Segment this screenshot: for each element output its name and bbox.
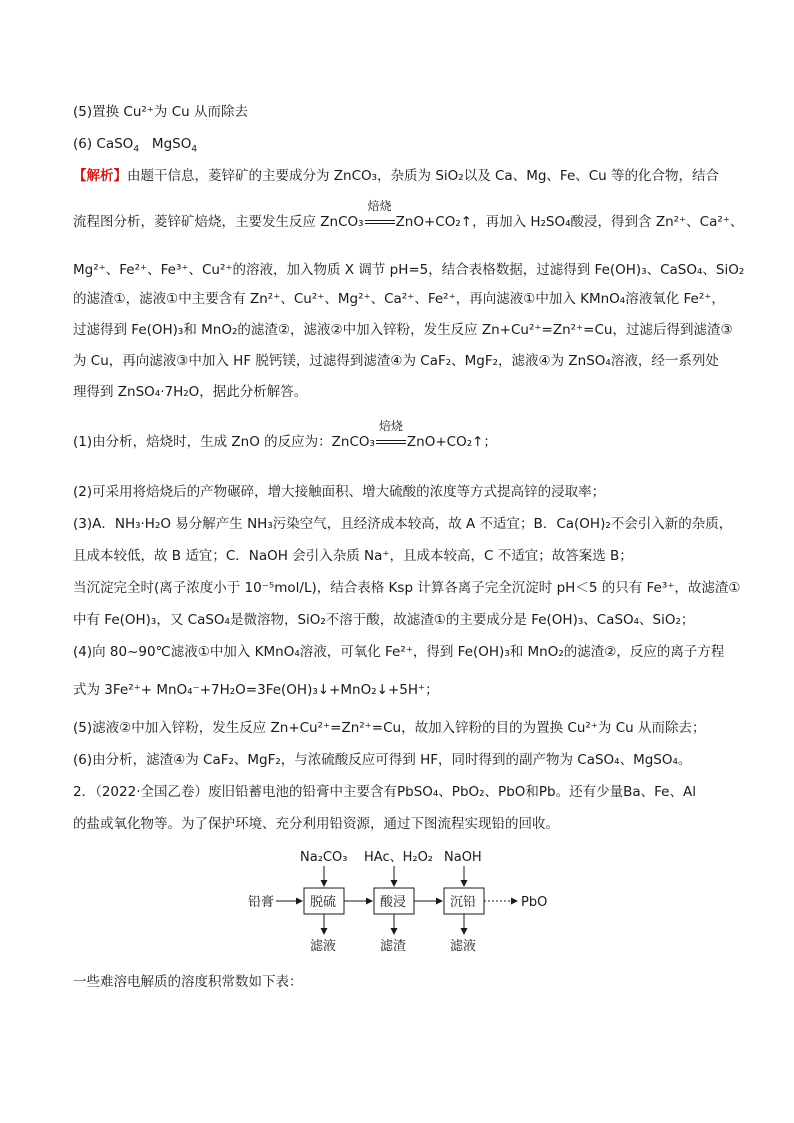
svg-text:酸浸: 酸浸 <box>380 895 407 910</box>
flow-output-1: 滤液 <box>310 939 337 954</box>
part-4: (4)向 80~90℃滤液①中加入 KMnO₄溶液，可氧化 Fe²⁺，得到 Fe(OH)₃和 MnO₂的滤渣②，反应的离子方程 <box>73 644 725 660</box>
roast-condition-2: 焙烧 <box>376 432 406 452</box>
analysis-line-2: 流程图分析，菱锌矿焙烧，主要发生反应 ZnCO₃ 焙烧 ZnO+CO₂↑，再加入 H₂SO₄酸浸，得到含 Zn²⁺、Ca²⁺、 <box>73 199 744 230</box>
svg-text:脱硫: 脱硫 <box>310 895 337 910</box>
flow-diagram <box>240 842 560 962</box>
analysis-line-1: 【解析】由题干信息，菱锌矿的主要成分为 ZnCO₃，杂质为 SiO₂以及 Ca、Mg、Fe、Cu 等的化合物，结合 <box>73 168 720 184</box>
part-2: (2)可采用将焙烧后的产物碾碎，增大接触面积、增大硫酸的浓度等方式提高锌的浸取率； <box>73 484 606 500</box>
flow-product: PbO <box>521 895 548 910</box>
analysis-line-4: 的滤渣①，滤液①中主要含有 Zn²⁺、Cu²⁺、Mg²⁺、Ca²⁺、Fe²⁺，再向滤液①中加入 KMnO₄溶液氧化 Fe²⁺， <box>73 291 725 307</box>
analysis-line-5: 过滤得到 Fe(OH)₃和 MnO₂的滤渣②，滤液②中加入锌粉，发生反应 Zn+Cu²⁺=Zn²⁺=Cu，过滤后得到滤渣③ <box>73 322 733 338</box>
flow-output-3: 滤液 <box>450 939 477 954</box>
roast-condition: 焙烧 <box>365 212 395 232</box>
analysis-line-7: 理得到 ZnSO₄·7H₂O，据此分析解答。 <box>73 384 308 400</box>
part-3-c: 当沉淀完全时(离子浓度小于 10⁻⁵mol/L)，结合表格 Ksp 计算各离子完全沉淀时 pH＜5 的只有 Fe³⁺，故滤渣① <box>73 580 741 596</box>
flow-reagent-3: NaOH <box>444 850 482 865</box>
question-2-table-intro: 一些难溶电解质的溶度积常数如下表： <box>73 974 303 990</box>
question-2-line-1: 2．（2022·全国乙卷）废旧铅蓄电池的铅膏中主要含有PbSO₄、PbO₂、PbO和Pb。还有少量Ba、Fe、Al <box>73 784 696 800</box>
part-4-b: 式为 3Fe²⁺+ MnO₄⁻+7H₂O=3Fe(OH)₃↓+MnO₂↓+5H⁺； <box>73 682 439 698</box>
flow-reagent-1: Na₂CO₃ <box>300 850 348 865</box>
question-2-line-2: 的盐或氧化物等。为了保护环境、充分利用铅资源，通过下图流程实现铅的回收。 <box>73 816 559 832</box>
svg-text:沉铅: 沉铅 <box>450 895 477 910</box>
analysis-line-6: 为 Cu，再向滤液③中加入 HF 脱钙镁，过滤得到滤渣④为 CaF₂、MgF₂，滤液④为 ZnSO₄溶液，经一系列处 <box>73 353 719 369</box>
part-1: (1)由分析，焙烧时，生成 ZnO 的反应为：ZnCO₃ 焙烧 ZnO+CO₂↑； <box>73 419 497 450</box>
analysis-tag: 【解析】 <box>73 168 127 184</box>
answer-6: (6) CaSO$_4$ MgSO$_4$ <box>73 136 198 155</box>
part-5: (5)滤液②中加入锌粉，发生反应 Zn+Cu²⁺=Zn²⁺=Cu，故加入锌粉的目的为置换 Cu²⁺为 Cu 从而除去； <box>73 720 706 736</box>
flow-input: 铅膏 <box>248 895 275 910</box>
answer-5: (5)置换 Cu²⁺为 Cu 从而除去 <box>73 104 248 120</box>
part-6: (6)由分析，滤渣④为 CaF₂、MgF₂，与浓硫酸反应可得到 HF，同时得到的副产物为 CaSO₄、MgSO₄。 <box>73 752 692 768</box>
flow-reagent-2: HAc、H₂O₂ <box>364 850 434 865</box>
part-3-b: 且成本较低，故 B 适宜；C．NaOH 会引入杂质 Na⁺，且成本较高，C 不适宜；故答案选 B； <box>73 548 633 564</box>
part-3: (3)A．NH₃·H₂O 易分解产生 NH₃污染空气，且经济成本较高，故 A 不适宜；B．Ca(OH)₂不会引入新的杂质， <box>73 516 733 532</box>
analysis-line-3: Mg²⁺、Fe²⁺、Fe³⁺、Cu²⁺的溶液，加入物质 X 调节 pH=5，结合表格数据，过滤得到 Fe(OH)₃、CaSO₄、SiO₂ <box>73 262 745 278</box>
flow-output-2: 滤渣 <box>380 939 407 954</box>
part-3-d: 中有 Fe(OH)₃，又 CaSO₄是微溶物，SiO₂不溶于酸，故滤渣①的主要成分是 Fe(OH)₃、CaSO₄、SiO₂； <box>73 612 695 628</box>
